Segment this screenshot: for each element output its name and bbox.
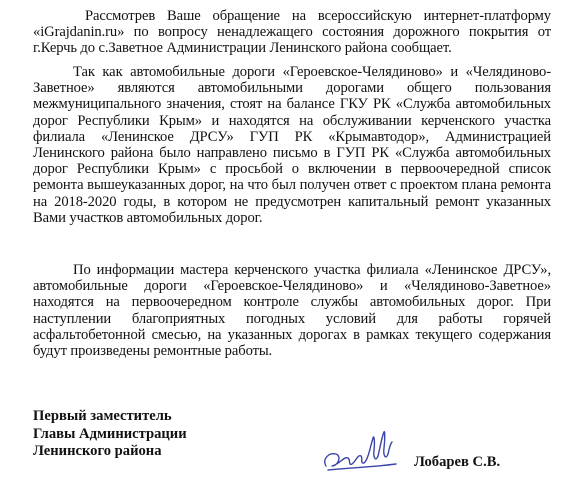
signatory-position-line: Главы Администрации (33, 425, 187, 442)
signer-name: Лобарев С.В. (414, 454, 501, 470)
letter-paragraph-roads-status: Так как автомобильные дороги «Героевское-Челядиново» и «Челядиново-Заветное» являются автомобильными дорогами общего пользования межмуниципального значения, стоят на балансе ГКУ РК «Служба автомобильных дорог Республики Крым» и находятся на обслуживании керченского участка филиала «Ленинское ДРСУ» ГУП РК «Крымавтодор», Администрацией Ленинского района было направлено письмо в ГУП РК «Служба автомобильных дорог Республики Крым» с просьбой о включении в первоочередной список ремонта вышеуказанных дорог, на что был получен ответ с проектом плана ремонта на 2018-2020 годы, в котором не предусмотрен капитальный ремонт указанных Вами участков автомобильных дорог. (33, 64, 551, 226)
signatory-position-line: Ленинского района (33, 443, 162, 459)
letter-paragraph-intro: Рассмотрев Ваше обращение на всероссийскую интернет-платформу «iGrajdanin.ru» по вопросу ненадлежащего состояния дорожного покрытия от г.Керчь до с.Заветное Администрации Ленинского района сообщает. (33, 8, 551, 57)
signatory-position (33, 408, 187, 461)
handwritten-signature (318, 426, 400, 476)
signatory-position-line: Первый заместитель (33, 408, 172, 424)
letter-paragraph-repair-plan: По информации мастера керченского участка филиала «Ленинское ДРСУ», автомобильные дороги «Героевское-Челядиново» и «Челядиново-Заветное» находятся на первоочередном контроле службы автомобильных дорог. При наступлении благоприятных погодных условий для работы горячей асфальтобетонной смесью, на указанных дорогах в рамках текущего содержания будут произведены ремонтные работы. (33, 262, 551, 360)
